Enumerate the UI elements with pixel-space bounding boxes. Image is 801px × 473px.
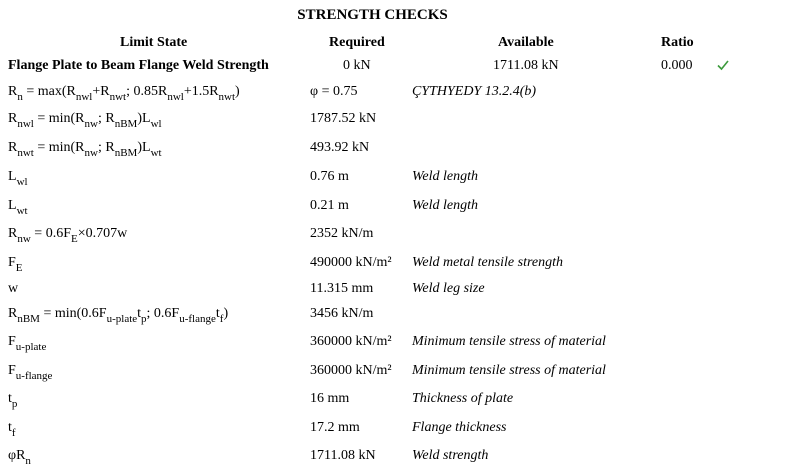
value-rnw: 2352 kN/m <box>310 226 374 241</box>
header-limit-state: Limit State <box>120 35 188 50</box>
note-fuflange: Minimum tensile stress of material <box>412 363 606 378</box>
value-lwt: 0.21 m <box>310 198 349 213</box>
value-tp: 16 mm <box>310 391 350 406</box>
note-tf: Flange thickness <box>412 420 507 435</box>
value-rn: φ = 0.75 <box>310 84 358 99</box>
value-lwl: 0.76 m <box>310 169 349 184</box>
formula-rnw: $R_{nw} = 0.6F_E\times 0.707w$ <box>8 226 128 245</box>
checkmark-icon <box>716 58 730 77</box>
formula-rnbm: $R_{nBM} = \min(0.6F_{u-plate}t_p$; $0.6F_{u-flange}t_f$) <box>8 306 229 325</box>
formula-fe: $F_E$ <box>8 255 23 274</box>
note-fuplate: Minimum tensile stress of material <box>412 334 606 349</box>
note-tp: Thickness of plate <box>412 391 514 406</box>
check-available: 1711.08 kN <box>493 58 559 73</box>
note-lwt: Weld length <box>412 198 478 213</box>
formula-rnwt: $R_{nwt} = \min(R_{nw}$; $R_{nBM})L_{wt}$ <box>8 140 162 159</box>
value-fe: 490000 kN/m² <box>310 255 392 270</box>
formula-tp: $t_p$ <box>8 391 18 410</box>
header-available: Available <box>498 35 554 50</box>
value-rnwt: 493.92 kN <box>310 140 370 155</box>
note-w: Weld leg size <box>412 281 485 296</box>
value-fuflange: 360000 kN/m² <box>310 363 392 378</box>
check-ratio: 0.000 <box>661 58 693 73</box>
check-label: Flange Plate to Beam Flange Weld Strength <box>8 58 269 73</box>
value-rnbm: 3456 kN/m <box>310 306 374 321</box>
header-ratio: Ratio <box>661 35 694 50</box>
formula-lwt: $L_{wt}$ <box>8 198 28 217</box>
note-rn: ÇYTHYEDY 13.2.4(b) <box>412 84 537 99</box>
value-rnwl: 1787.52 kN <box>310 111 377 126</box>
check-required: 0 kN <box>343 58 371 73</box>
formula-rn: $R_n = \max(R_{nwl}+R_{nwt}$; $0.85R_{nwl}+1.5R_{nwt}$) <box>8 84 240 103</box>
formula-phirn: $\varphi R_n$ <box>8 448 31 467</box>
value-phirn: 1711.08 kN <box>310 448 376 463</box>
formula-fuflange: $F_{u-flange}$ <box>8 363 53 382</box>
formula-lwl: $L_{wl}$ <box>8 169 28 188</box>
formula-w: w <box>8 281 19 296</box>
report-title: STRENGTH CHECKS <box>297 7 448 23</box>
header-required: Required <box>329 35 385 50</box>
value-w: 11.315 mm <box>310 281 374 296</box>
value-tf: 17.2 mm <box>310 420 360 435</box>
note-phirn: Weld strength <box>412 448 489 463</box>
formula-tf: $t_f$ <box>8 420 16 439</box>
value-fuplate: 360000 kN/m² <box>310 334 392 349</box>
note-fe: Weld metal tensile strength <box>412 255 563 270</box>
note-lwl: Weld length <box>412 169 478 184</box>
formula-rnwl: $R_{nwl} = \min(R_{nw}$; $R_{nBM})L_{wl}$ <box>8 111 162 130</box>
formula-fuplate: $F_{u-plate}$ <box>8 334 47 353</box>
